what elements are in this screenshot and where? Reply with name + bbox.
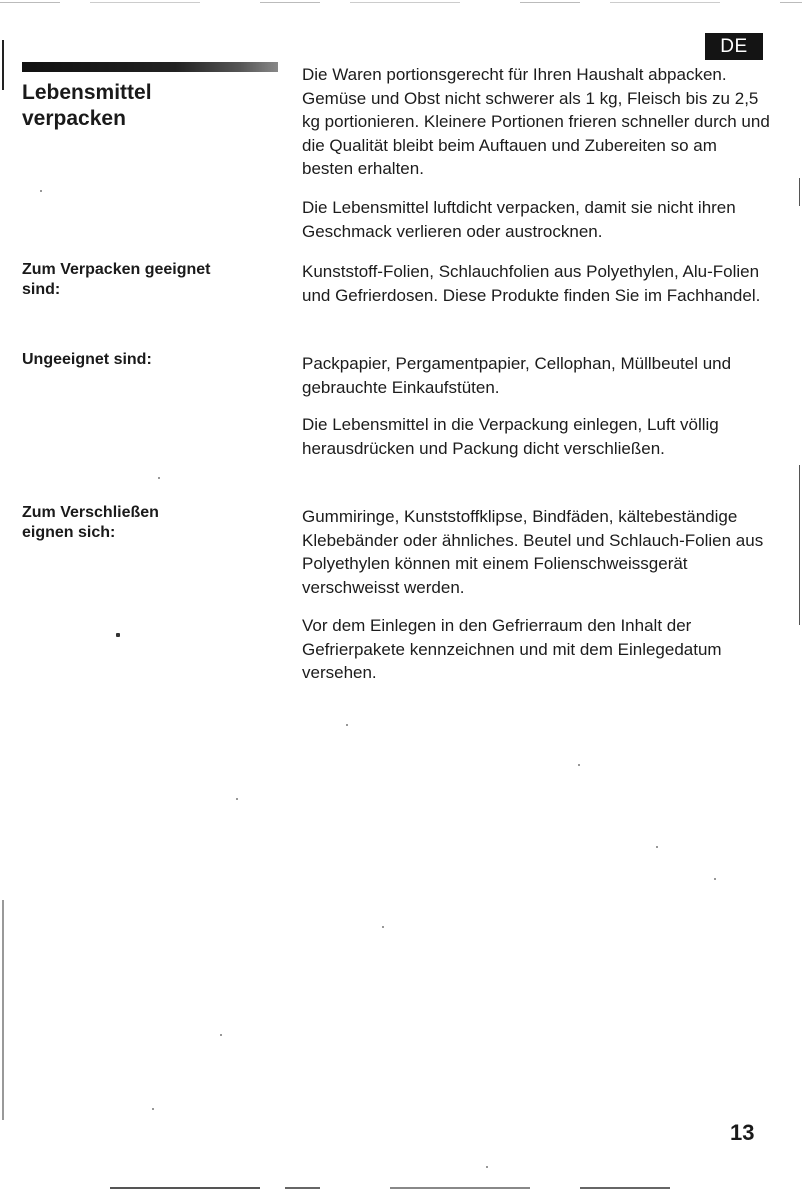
scan-speck	[236, 798, 238, 800]
section-heading	[22, 80, 282, 132]
paragraph-suitable: Kunststoff-Folien, Schlauchfolien aus Polyethylen, Alu-Folien und Gefrierdosen. Diese Produkte finden Sie im Fachhandel.	[302, 262, 761, 305]
label-line: eignen sich:	[22, 524, 116, 541]
scan-speck	[486, 1166, 488, 1168]
label-line: sind:	[22, 281, 61, 298]
scan-speck	[40, 190, 42, 192]
language-badge: DE	[705, 33, 763, 60]
label-line: Zum Verpacken geeignet	[22, 261, 211, 278]
scan-artifact-right-mark	[799, 178, 800, 206]
label-line: Ungeeignet sind:	[22, 351, 152, 368]
scan-speck	[346, 724, 348, 726]
scan-speck	[578, 764, 580, 766]
scan-speck	[158, 477, 160, 479]
scan-speck	[382, 926, 384, 928]
paragraph-airtight: Die Lebensmittel luftdicht verpacken, damit sie nicht ihren Geschmack verlieren oder austrocknen.	[302, 198, 736, 241]
scan-artifact-left-edge	[2, 40, 4, 1120]
paragraph-sealing: Gummiringe, Kunststoffklipse, Bindfäden, kältebeständige Klebebänder oder ähnliches. Beutel und Schlauch-Folien aus Polyethylen können mit einem Folienschweissgerät verschweisst werden.	[302, 507, 764, 597]
scan-artifact-right-mark	[799, 465, 800, 625]
scan-artifact-bottom	[110, 1187, 670, 1189]
scan-speck	[116, 633, 120, 637]
label-suitable	[22, 260, 292, 300]
scan-artifact-top	[0, 2, 802, 3]
scan-speck	[220, 1034, 222, 1036]
paragraph-labeling: Vor dem Einlegen in den Gefrierraum den Inhalt der Gefrierpakete kennzeichnen und mit dem Einlegedatum versehen.	[302, 616, 722, 682]
label-unsuitable	[22, 350, 292, 370]
scan-speck	[714, 878, 716, 880]
section-heading-line: Lebensmittel	[22, 81, 152, 104]
paragraph-unsuitable: Packpapier, Pergamentpapier, Cellophan, Müllbeutel und gebrauchte Einkaufstüten.	[302, 354, 732, 397]
paragraph-intro: Die Waren portionsgerecht für Ihren Haushalt abpacken. Gemüse und Obst nicht schwerer als 1 kg, Fleisch bis zu 2,5 kg portionieren. Kleinere Portionen frieren schneller durch und die Qualität bleibt beim Auftauen und Zubereiten so am besten erhalten.	[302, 65, 770, 178]
scan-speck	[152, 1108, 154, 1110]
scan-speck	[656, 846, 658, 848]
paragraph-packing: Die Lebensmittel in die Verpackung einlegen, Luft völlig herausdrücken und Packung dicht verschließen.	[302, 415, 719, 458]
label-line: Zum Verschließen	[22, 504, 159, 521]
label-sealing	[22, 503, 292, 543]
heading-bar	[22, 62, 278, 72]
section-heading-line: verpacken	[22, 107, 126, 130]
page-number: 13	[730, 1120, 755, 1145]
